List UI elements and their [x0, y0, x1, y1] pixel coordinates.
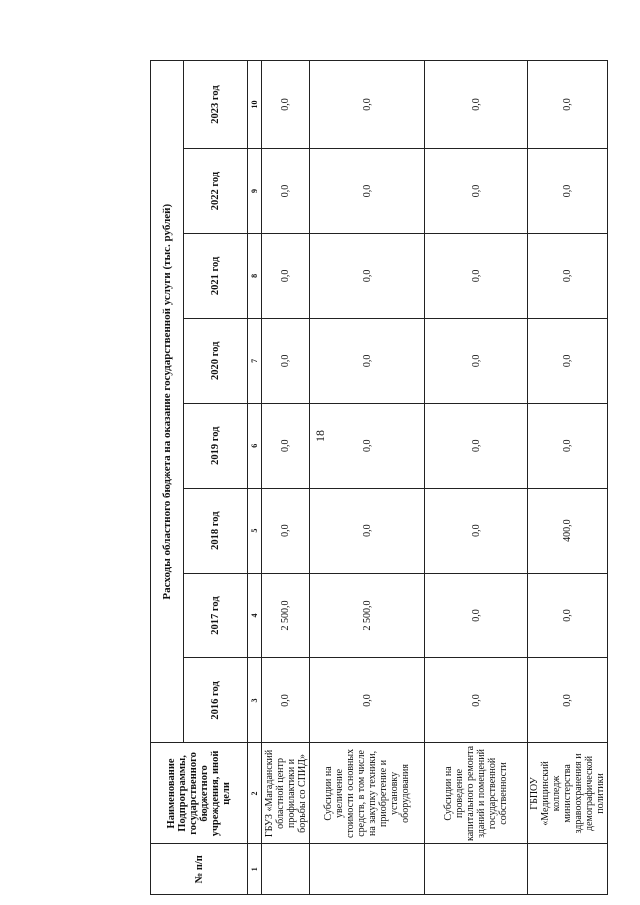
column-number: 9: [248, 149, 262, 234]
header-year: 2019 год: [184, 403, 248, 488]
row-value: 0,0: [425, 149, 528, 234]
row-number: [310, 844, 425, 895]
page-number: 18: [313, 430, 327, 442]
row-number: [425, 844, 528, 895]
row-value: 0,0: [262, 233, 310, 318]
row-number: [262, 844, 310, 895]
header-year: 2021 год: [184, 233, 248, 318]
row-value: 0,0: [310, 149, 425, 234]
row-value: 0,0: [262, 149, 310, 234]
row-value: 0,0: [528, 658, 608, 743]
column-number-row: [248, 61, 262, 895]
column-number: 5: [248, 488, 262, 573]
header-year: 2023 год: [184, 61, 248, 149]
row-value: 0,0: [262, 61, 310, 149]
header-year: 2020 год: [184, 318, 248, 403]
row-name: ГБУЗ «Магаданский областной центр профилактики и борьбы со СПИД»: [262, 743, 310, 844]
row-value: 0,0: [425, 403, 528, 488]
row-value: 0,0: [425, 61, 528, 149]
header-year: 2022 год: [184, 149, 248, 234]
row-value: 2 500,0: [262, 573, 310, 658]
column-number: 2: [248, 743, 262, 844]
row-value: 0,0: [528, 149, 608, 234]
row-value: 0,0: [310, 61, 425, 149]
row-name: ГБПОУ «Медицинский колледж министерства здравоохранения и демографической политики: [528, 743, 608, 844]
column-number: 6: [248, 403, 262, 488]
header-col-num: № п/п: [151, 844, 248, 895]
row-value: 0,0: [528, 403, 608, 488]
row-value: 0,0: [310, 488, 425, 573]
row-value: 2 500,0: [310, 573, 425, 658]
header-year: 2016 год: [184, 658, 248, 743]
row-value: 0,0: [262, 658, 310, 743]
column-number: 10: [248, 61, 262, 149]
row-value: 0,0: [425, 573, 528, 658]
row-value: 0,0: [425, 488, 528, 573]
row-value: 0,0: [425, 233, 528, 318]
header-group-title: Расходы областного бюджета на оказание государственной услуги (тыс. рублей): [151, 61, 184, 743]
table-row: [262, 61, 310, 895]
rotated-table-container: [150, 60, 606, 895]
column-number: 3: [248, 658, 262, 743]
row-value: 0,0: [310, 403, 425, 488]
row-value: 0,0: [262, 318, 310, 403]
row-value: 0,0: [425, 658, 528, 743]
row-value: 400,0: [528, 488, 608, 573]
header-row-group: [151, 61, 184, 895]
row-value: 0,0: [262, 488, 310, 573]
row-value: 0,0: [528, 318, 608, 403]
table-row: [528, 61, 608, 895]
row-name: Субсидии на проведение капитального ремонта зданий и помещений государственной собственности: [425, 743, 528, 844]
row-name: Субсидии на увеличение стоимости основных средств, в том числе на закупку техники, приобретение и установку оборудования: [310, 743, 425, 844]
row-number: [528, 844, 608, 895]
column-number: 7: [248, 318, 262, 403]
expenses-table: [150, 60, 608, 895]
row-value: 0,0: [262, 403, 310, 488]
row-value: 0,0: [528, 233, 608, 318]
header-col-name: Наименование Подпрограммы, государственного бюджетного учреждения, иной цели: [151, 743, 248, 844]
table-row: [310, 61, 425, 895]
row-value: 0,0: [528, 573, 608, 658]
table-row: [425, 61, 528, 895]
row-value: 0,0: [310, 658, 425, 743]
row-value: 0,0: [425, 318, 528, 403]
row-value: 0,0: [528, 61, 608, 149]
header-year: 2018 год: [184, 488, 248, 573]
column-number: 1: [248, 844, 262, 895]
column-number: 4: [248, 573, 262, 658]
row-value: 0,0: [310, 233, 425, 318]
row-value: 0,0: [310, 318, 425, 403]
header-year: 2017 год: [184, 573, 248, 658]
column-number: 8: [248, 233, 262, 318]
